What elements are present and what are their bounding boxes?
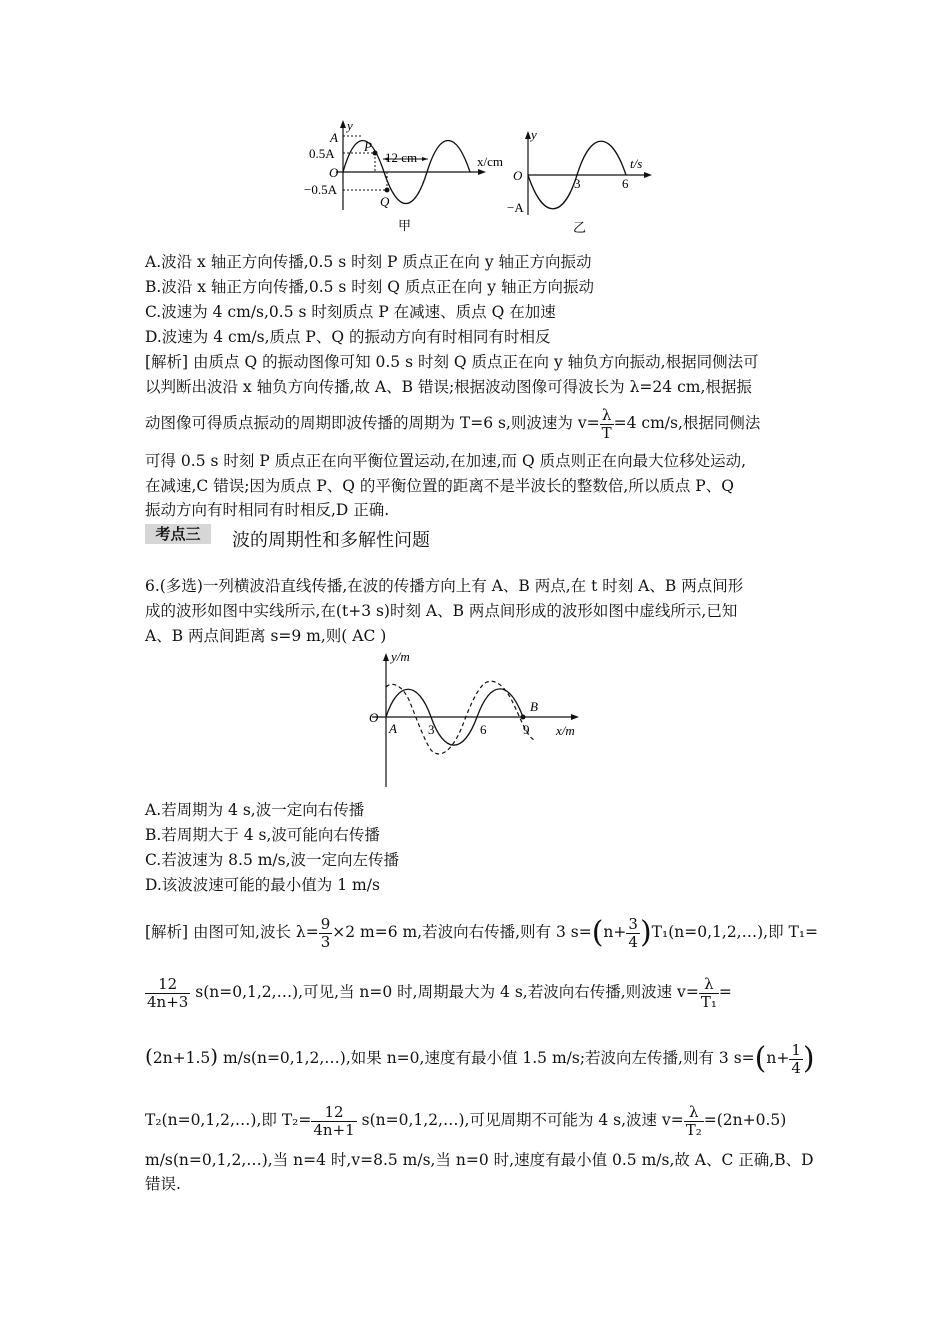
q6-solution-line-1: [解析] 由图可知,波长 λ= $\frac{9}{3}$ ×2 m=6 m,若波向右传播,则有 3 s=(n+ $\frac{3}{4}$ )T₁(n=0,1,2,…),即 T₁= xyxy=(145,914,819,951)
wave-graph-jia xyxy=(304,118,503,233)
q6-solution-line-5: m/s(n=0,1,2,…),当 n=4 时,v=8.5 m/s,当 n=0 时,速度有最小值 0.5 m/s,故 A、C 正确,B、D xyxy=(145,1151,814,1169)
q6-stem-line-2: 成的波形如图中实线所示,在(t+3 s)时刻 A、B 两点间形成的波形如图中虚线所示,已知 xyxy=(145,602,738,620)
q5-solution-line-5: 在减速,C 错误;因为质点 P、Q 的平衡位置的距离不是半波长的整数倍,所以质点 P、Q xyxy=(145,477,734,495)
fraction-3-over-4: $\frac{3}{4}$ xyxy=(628,914,638,951)
q6-stem-line-3: A、B 两点间距离 s=9 m,则( AC ) xyxy=(145,627,387,645)
q6-B-label: B xyxy=(530,699,538,714)
q6-tick-9: 9 xyxy=(523,722,530,737)
q5-solution-line-3: 动图像可得质点振动的周期即波传播的周期为 T=6 s,则波速为 v= $\frac{\lambda}{T}$ =4 cm/s,根据同侧法 xyxy=(145,405,761,442)
q6-tick-3: 3 xyxy=(428,722,435,737)
q5-option-d: D.波速为 4 cm/s,质点 P、Q 的振动方向有时相同有时相反 xyxy=(145,328,551,346)
q5-solution-line-1: [解析] 由质点 Q 的振动图像可知 0.5 s 时刻 Q 质点正在向 y 轴负方向振动,根据同侧法可 xyxy=(145,353,759,371)
vibration-graph-yi xyxy=(507,127,652,235)
section-title: 波的周期性和多解性问题 xyxy=(232,530,430,551)
q5-solution-line-6: 振动方向有时相同有时相反,D 正确. xyxy=(145,501,390,519)
section-tag: 考点三 xyxy=(145,524,211,544)
fraction-12-over-4n1: $\frac{12}{4n+1}$ xyxy=(313,1102,355,1139)
q6-option-d: D.该波波速可能的最小值为 1 m/s xyxy=(145,876,380,894)
q5-option-c: C.波速为 4 cm/s,0.5 s 时刻质点 P 在减速、质点 Q 在加速 xyxy=(145,303,556,321)
q6-solution-line-2: $\frac{12}{4n+3}$ s(n=0,1,2,…),可见,当 n=0 时,周期最大为 4 s,若波向右传播,则波速 v= $\frac{\lambda}{\text{T₁}}$ = xyxy=(147,974,732,1011)
jia-distance-label: 12 cm xyxy=(385,150,418,165)
q6-option-c: C.若波速为 8.5 m/s,波一定向左传播 xyxy=(145,851,400,869)
jia-P-label: P xyxy=(364,139,372,154)
yi-tick-3: 3 xyxy=(574,176,581,191)
jia-x-label: x/cm xyxy=(477,154,503,169)
q5-option-a: A.波沿 x 轴正方向传播,0.5 s 时刻 P 质点正在向 y 轴正方向振动 xyxy=(145,253,592,271)
yi-caption: 乙 xyxy=(573,220,587,235)
q6-option-b: B.若周期大于 4 s,波可能向右传播 xyxy=(145,826,380,844)
q6-x-label: x/m xyxy=(556,723,575,738)
jia-y-label: y xyxy=(347,118,353,133)
q6-A-label: A xyxy=(389,721,397,736)
wave-figure-q6 xyxy=(0,645,950,795)
wave-figures-jia-yi xyxy=(0,0,950,240)
q6-option-a: A.若周期为 4 s,波一定向右传播 xyxy=(145,801,365,819)
yi-y-label: y xyxy=(531,127,537,142)
fraction-9-over-3: $\frac{9}{3}$ xyxy=(320,914,331,951)
jia-Q-label: Q xyxy=(380,194,390,209)
q5-option-b: B.波沿 x 轴正方向传播,0.5 s 时刻 Q 质点正在向 y 轴正方向振动 xyxy=(145,278,594,296)
q6-tick-6: 6 xyxy=(480,722,487,737)
yi-tick-6: 6 xyxy=(622,176,629,191)
fraction-12-over-4n3: $\frac{12}{4n+3}$ xyxy=(147,974,189,1011)
q6-O-label: O xyxy=(369,710,379,725)
jia-A-label: A xyxy=(330,130,338,145)
yi-neg-A-label: −A xyxy=(507,200,524,215)
jia-neg-half-A-label: −0.5A xyxy=(304,182,337,197)
q6-solution-line-3: (2n+1.5) m/s(n=0,1,2,…),如果 n=0,速度有最小值 1.5 m/s;若波向左传播,则有 3 s=(n+ $\frac{1}{4}$ ) xyxy=(145,1040,815,1077)
fraction-lambda-over-T1: $\frac{\lambda}{\text{T₁}}$ xyxy=(700,974,717,1011)
jia-O-label: O xyxy=(329,165,339,180)
q5-solution-line-4: 可得 0.5 s 时刻 P 质点正在向平衡位置运动,在加速,而 Q 质点则正在向最大位移处运动, xyxy=(145,452,747,470)
yi-O-label: O xyxy=(513,168,523,183)
fraction-lambda-over-T2: $\frac{\lambda}{\text{T₂}}$ xyxy=(685,1102,702,1139)
q6-stem-line-1: 6.(多选)一列横波沿直线传播,在波的传播方向上有 A、B 两点,在 t 时刻 A、B 两点间形 xyxy=(145,577,744,595)
jia-caption: 甲 xyxy=(398,218,412,233)
q5-solution-line-2: 以判断出波沿 x 轴负方向传播,故 A、B 错误;根据波动图像可得波长为 λ=24 cm,根据振 xyxy=(145,378,752,396)
jia-half-A-label: 0.5A xyxy=(309,146,335,161)
yi-x-label: t/s xyxy=(630,156,643,171)
fraction-lambda-over-T: $\frac{\lambda}{T}$ xyxy=(601,405,612,442)
q6-solution-line-4: T₂(n=0,1,2,…),即 T₂= $\frac{12}{4n+1}$ s(n=0,1,2,…),可见周期不可能为 4 s,波速 v= $\frac{\lambda}{\text{T₂}}$ =(2n+0.5) xyxy=(145,1102,787,1139)
q6-solution-line-6: 错误. xyxy=(145,1175,181,1193)
fraction-1-over-4: $\frac{1}{4}$ xyxy=(791,1040,801,1077)
q6-y-label: y/m xyxy=(391,649,410,664)
